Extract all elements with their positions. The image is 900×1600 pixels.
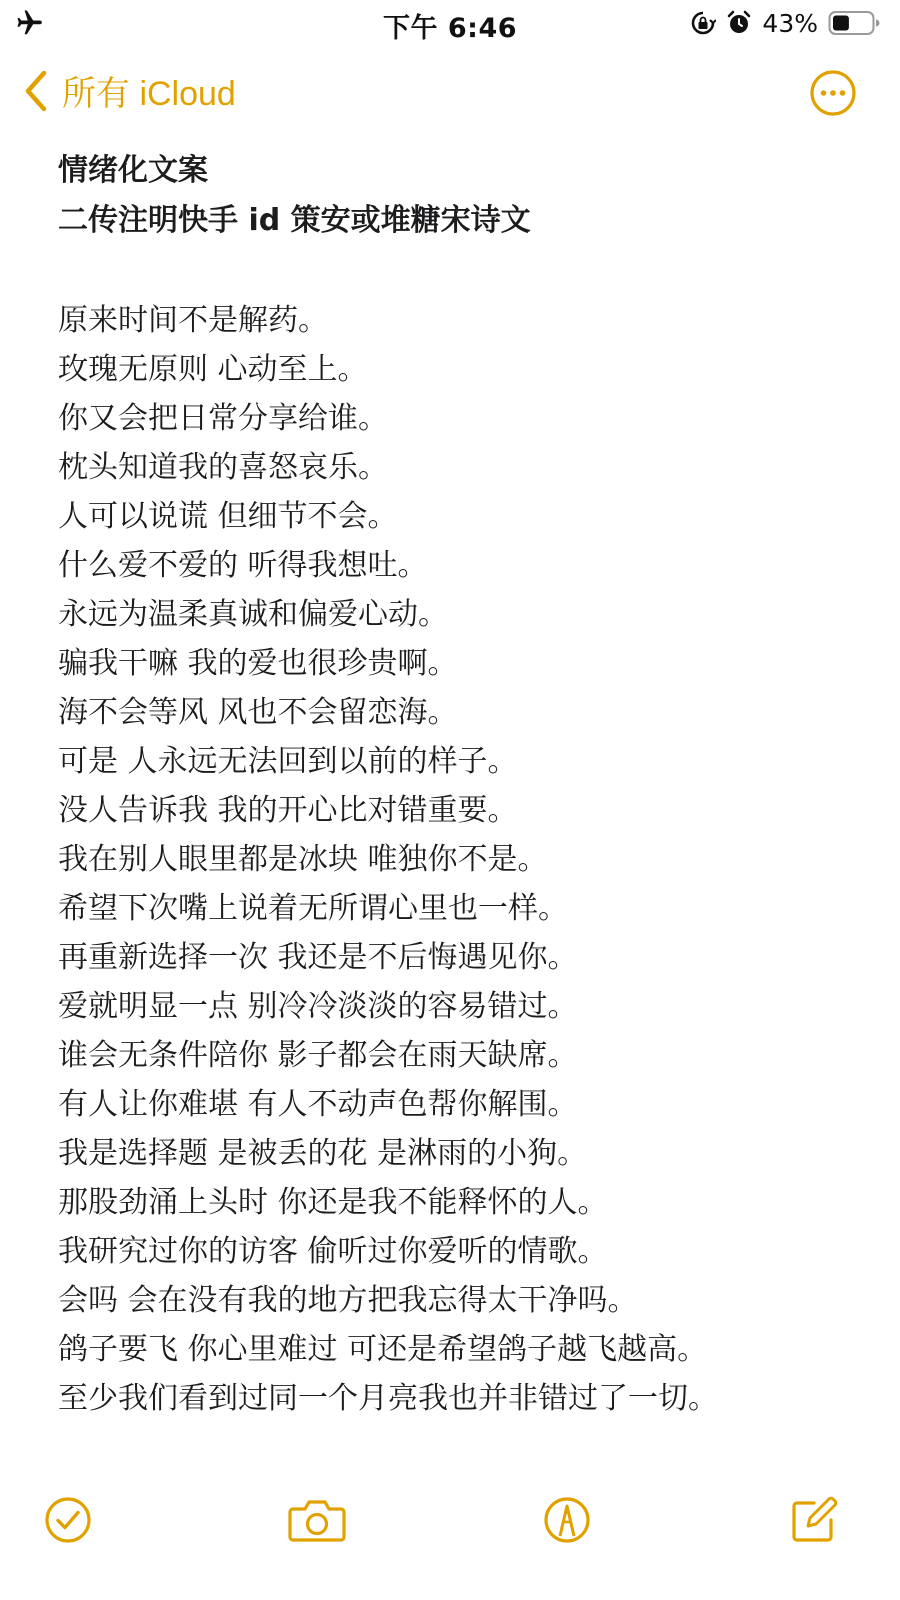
bottom-toolbar [0,1490,900,1560]
note-line: 谁会无条件陪你 影子都会在雨天缺席。 [58,1038,578,1073]
note-line: 原来时间不是解药。 [58,303,328,338]
nav-bar [0,60,900,120]
note-line: 有人让你难堪 有人不动声色帮你解围。 [58,1087,578,1122]
back-button[interactable] [24,66,236,115]
status-right-group [690,7,880,39]
camera-button[interactable] [287,1490,347,1550]
note-line: 骗我干嘛 我的爱也很珍贵啊。 [58,646,458,681]
note-line: 没人告诉我 我的开心比对错重要。 [58,793,518,828]
battery-icon [828,10,880,36]
compose-button[interactable] [784,1490,844,1550]
note-line: 海不会等风 风也不会留恋海。 [58,695,458,730]
note-line: 我研究过你的访客 偷听过你爱听的情歌。 [58,1234,608,1269]
alarm-icon [726,10,752,36]
note-line: 我是选择题 是被丢的花 是淋雨的小狗。 [58,1136,588,1171]
note-line: 枕头知道我的喜怒哀乐。 [58,450,388,485]
note-line: 什么爱不爱的 听得我想吐。 [58,548,428,583]
checklist-button[interactable] [38,1490,98,1550]
note-line: 会吗 会在没有我的地方把我忘得太干净吗。 [58,1283,638,1318]
note-line: 玫瑰无原则 心动至上。 [58,352,368,387]
status-bar [0,0,900,46]
note-body [58,296,878,1423]
camera-icon [287,1497,347,1543]
markup-button[interactable] [537,1490,597,1550]
markup-icon [542,1495,592,1545]
chevron-left-icon [24,70,48,112]
note-title-line: 二传注明快手 id 策安或堆糖宋诗文 [58,203,531,238]
orientation-lock-icon [690,10,716,36]
note-line: 爱就明显一点 别冷冷淡淡的容易错过。 [58,989,578,1024]
note-line: 再重新选择一次 我还是不后悔遇见你。 [58,940,578,975]
note-line: 可是 人永远无法回到以前的样子。 [58,744,518,779]
note-line: 那股劲涌上头时 你还是我不能释怀的人。 [58,1185,608,1220]
note-line: 鸽子要飞 你心里难过 可还是希望鸽子越飞越高。 [58,1332,708,1367]
note-line: 你又会把日常分享给谁。 [58,401,388,436]
back-label: 所有 iCloud [62,75,236,113]
ellipsis-circle-icon [808,68,858,118]
status-time: 下午 6:46 [382,13,518,44]
more-button[interactable] [808,68,858,118]
compose-icon [788,1494,840,1546]
battery-percent: 43% [762,8,818,38]
note-blank-line [58,246,878,296]
checklist-icon [43,1495,93,1545]
note-line: 我在别人眼里都是冰块 唯独你不是。 [58,842,548,877]
note-content[interactable] [58,146,878,1423]
note-title-line: 情绪化文案 [58,153,208,188]
note-line: 希望下次嘴上说着无所谓心里也一样。 [58,891,568,926]
note-line: 人可以说谎 但细节不会。 [58,499,398,534]
note-line: 永远为温柔真诚和偏爱心动。 [58,597,448,632]
note-line: 至少我们看到过同一个月亮我也并非错过了一切。 [58,1381,718,1416]
